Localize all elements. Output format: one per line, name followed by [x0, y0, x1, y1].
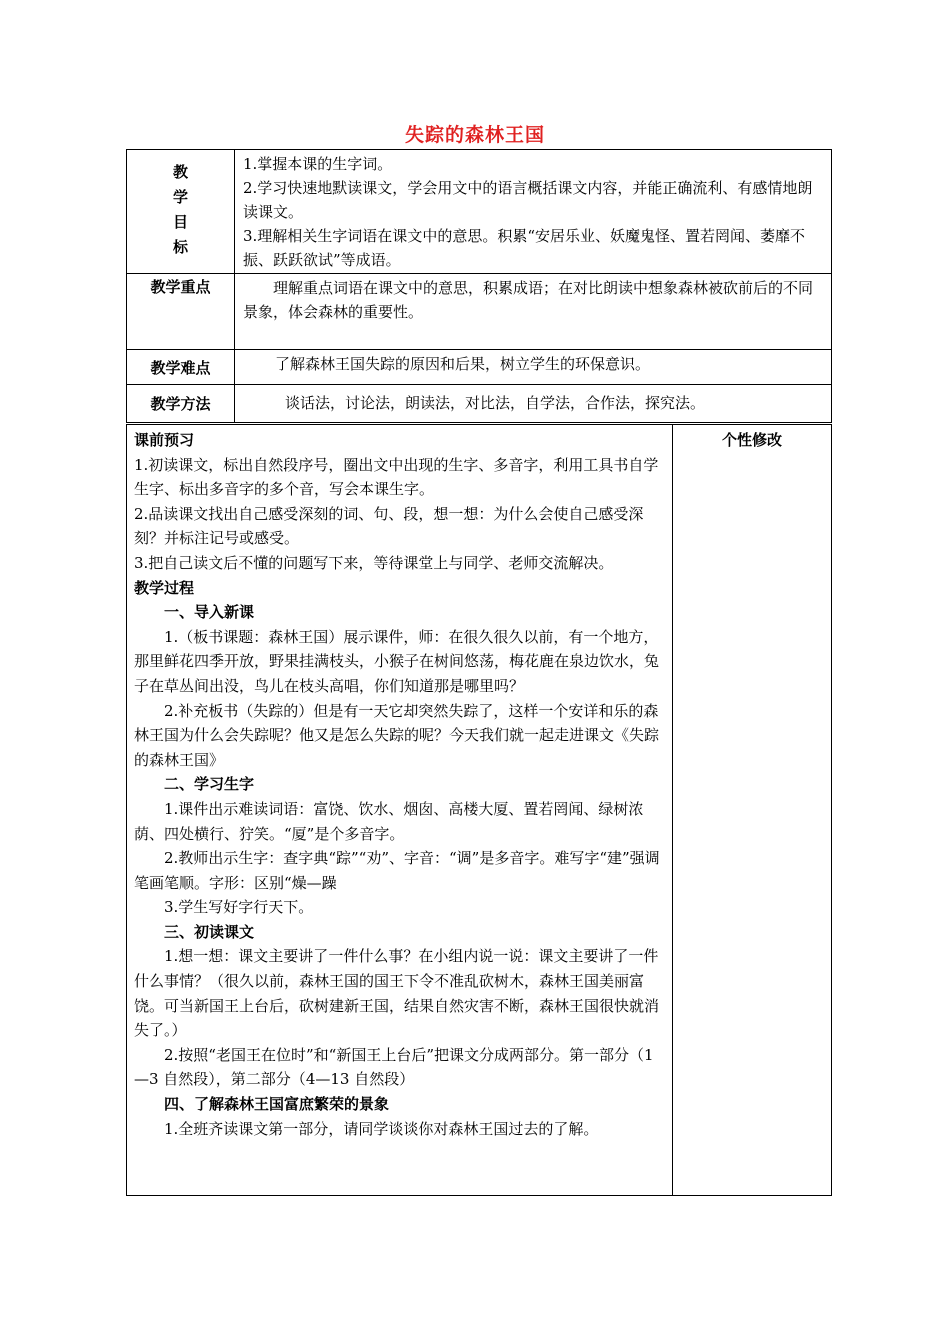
goals-label — [127, 150, 235, 274]
lesson-info-table — [126, 149, 832, 423]
preview-item: 3.把自己读文后不懂的问题写下来，等待课堂上与同学、老师交流解决。 — [134, 553, 614, 572]
difficulties-text: 了解森林王国失踪的原因和后果，树立学生的环保意识。 — [235, 350, 832, 385]
section-paragraph: 2.教师出示生字：查字典“踪”“劝”、字音：“调”是多音字。难写字“建”强调笔画笔顺。字形：区别“燥—躁 — [134, 849, 660, 892]
section-paragraph: 3.学生写好字行天下。 — [164, 898, 314, 917]
key-points-text: 理解重点词语在课文中的意思，积累成语；在对比朗读中想象森林被砍前后的不同景象，体会森林的重要性。 — [235, 274, 832, 350]
preview-heading: 课前预习 — [134, 431, 195, 449]
section-title: 一、导入新课 — [164, 603, 255, 622]
personal-revision-header: 个性修改 — [721, 431, 782, 449]
methods-text: 谈话法，讨论法，朗读法，对比法，自学法，合作法，探究法。 — [235, 385, 832, 423]
section-title: 四、了解森林王国富庶繁荣的景象 — [164, 1095, 390, 1114]
goals-label-char: 标 — [172, 238, 188, 256]
goals-label-char: 教 — [172, 163, 188, 181]
goals-label-char: 学 — [172, 188, 188, 206]
section-title: 二、学习生字 — [164, 775, 255, 794]
section-title: 三、初读课文 — [164, 922, 255, 941]
section-paragraph: 1.（板书课题：森林王国）展示课件，师：在很久很久以前，有一个地方，那里鲜花四季开放，野果挂满枝头，小猴子在树间悠荡，梅花鹿在泉边饮水，兔子在草丛间出没，鸟儿在枝头高唱，你们知道那是哪里吗？ — [134, 627, 660, 695]
goal-item: 1.掌握本课的生字词。 — [243, 155, 393, 173]
goal-item: 3.理解相关生字词语在课文中的意思。积累“安居乐业、妖魔鬼怪、置若罔闻、萎靡不振、跃跃欲试”等成语。 — [243, 227, 805, 269]
lesson-process-table — [126, 424, 832, 1196]
section-paragraph: 1.全班齐读课文第一部分，请同学谈谈你对森林王国过去的了解。 — [164, 1119, 599, 1138]
section-paragraph: 2.补充板书（失踪的）但是有一天它却突然失踪了，这样一个安详和乐的森林王国为什么会失踪呢？他又是怎么失踪的呢？今天我们就一起走进课文《失踪的森林王国》 — [134, 701, 660, 769]
goals-label-char: 目 — [172, 213, 188, 231]
key-points-label: 教学重点 — [127, 274, 235, 350]
process-heading: 教学过程 — [134, 578, 195, 597]
section-paragraph: 2.按照“老国王在位时”和“新国王上台后”把课文分成两部分。第一部分（1—3 自然段），第二部分（4—13 自然段） — [134, 1045, 654, 1089]
goal-item: 2.学习快速地默读课文，学会用文中的语言概括课文内容，并能正确流利、有感情地朗读课文。 — [243, 179, 813, 221]
preview-item: 2.品读课文找出自己感受深刻的词、句、段，想一想：为什么会使自己感受深刻？并标注记号或感受。 — [134, 504, 644, 548]
goals-content — [235, 150, 832, 274]
section-paragraph: 1.想一想：课文主要讲了一件什么事？在小组内说一说：课文主要讲了一件什么事情？（很久以前，森林王国的国王下令不准乱砍树木，森林王国美丽富饶。可当新国王上台后，砍树建新王国，结果自然灾害不断，森林王国很快就消失了。） — [134, 947, 660, 1040]
preview-item: 1.初读课文，标出自然段序号，圈出文中出现的生字、多音字，利用工具书自学生字、标出多音字的多个音，写会本课生字。 — [134, 455, 659, 499]
page-title: 失踪的森林王国 — [404, 124, 545, 146]
difficulties-label: 教学难点 — [127, 350, 235, 385]
methods-label: 教学方法 — [127, 385, 235, 423]
personal-revision-column — [673, 425, 832, 1196]
section-paragraph: 1.课件出示难读词语：富饶、饮水、烟囱、高楼大厦、置若罔闻、绿树浓荫、四处横行、狞笑。“厦”是个多音字。 — [134, 799, 644, 843]
process-content — [127, 425, 673, 1196]
